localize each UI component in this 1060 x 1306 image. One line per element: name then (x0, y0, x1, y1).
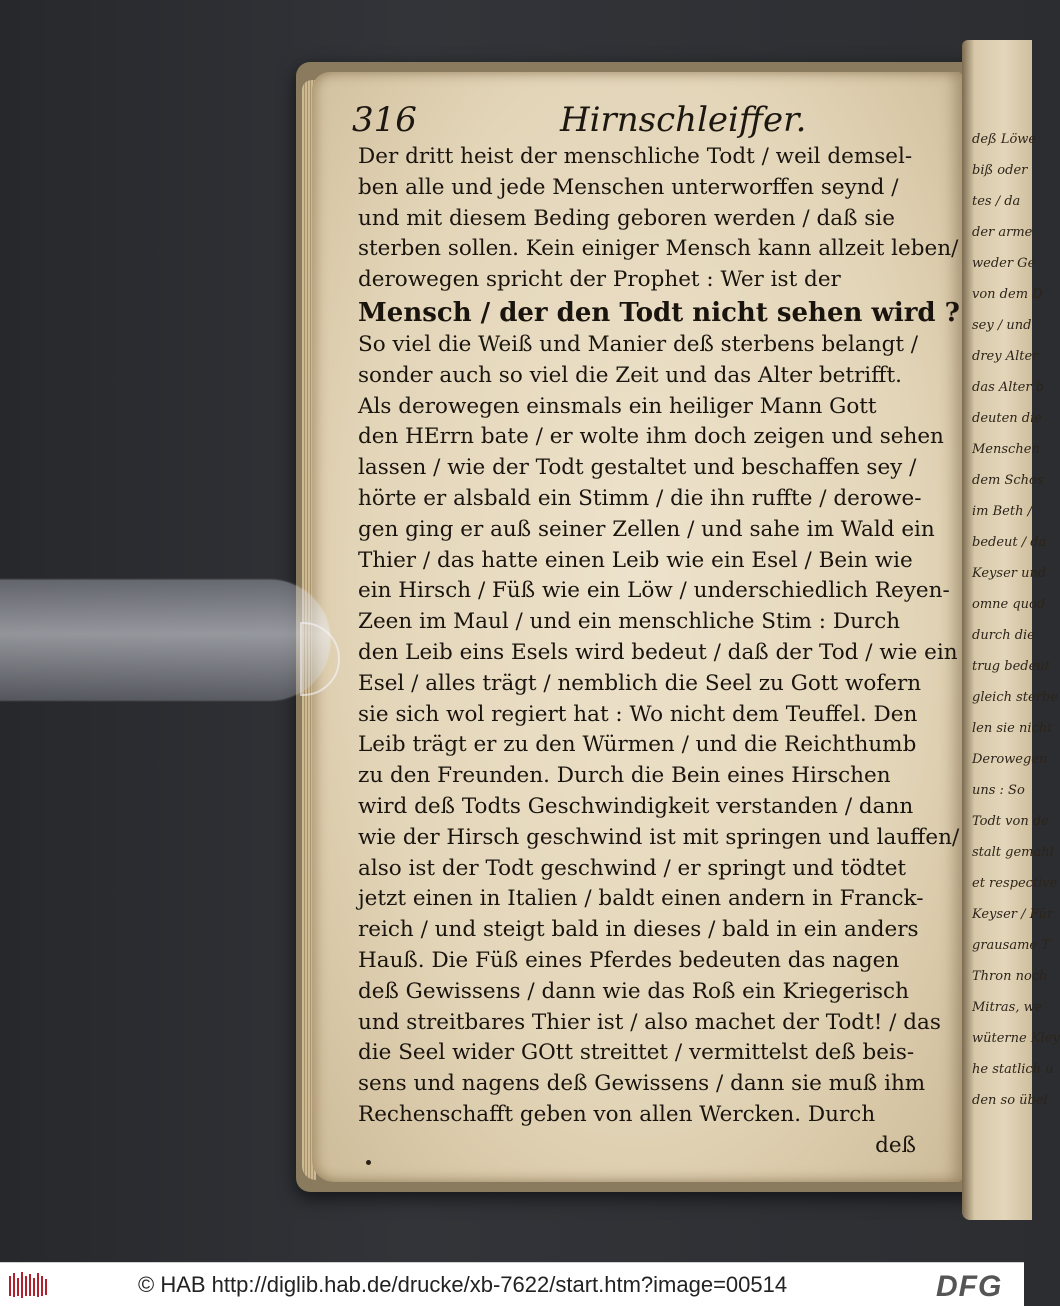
running-title: Hirnschleiffer. (560, 100, 807, 140)
text-line: ben alle und jede Menschen unterworffen seynd / (358, 174, 899, 200)
text-line: lassen / wie der Todt gestaltet und beschaffen sey / (358, 455, 917, 481)
facing-page-line: Mitras, we (972, 1000, 1043, 1015)
text-line: sie sich wol regiert hat : Wo nicht dem Teuffel. Den (358, 701, 918, 727)
facing-page-line: gleich sterbe (972, 690, 1058, 705)
facing-page-line: der arme (972, 225, 1033, 240)
text-line: gen ging er auß seiner Zellen / und sahe im Wald ein (358, 516, 935, 542)
text-line: die Seel wider GOtt streittet / vermittelst deß beis- (358, 1040, 915, 1066)
facing-page-line: wüterne Kley (972, 1031, 1060, 1046)
text-line: und mit diesem Beding geboren werden / daß sie (358, 205, 895, 231)
copyright-url[interactable]: © HAB http://diglib.hab.de/drucke/xb-7622/start.htm?image=00514 (138, 1272, 788, 1297)
facing-page-line: tes / da (972, 194, 1021, 209)
facing-page-line: von dem D (972, 287, 1043, 302)
text-line: Als derowegen einsmals ein heiliger Mann Gott (358, 393, 877, 419)
text-line: hörte er alsbald ein Stimm / die ihn ruffte / derowe- (358, 485, 922, 511)
text-line: Leib trägt er zu den Würmen / und die Reichthumb (358, 732, 917, 758)
text-line: Der dritt heist der menschliche Todt / weil demsel- (358, 144, 913, 169)
facing-page-line: drey Alter (972, 349, 1039, 364)
dfg-logo: DFG (936, 1270, 1003, 1303)
text-line: So viel die Weiß und Manier deß sterbens belangt / (358, 331, 919, 357)
viewer-footer (0, 1262, 1024, 1306)
facing-page-line: he statlich u (972, 1062, 1054, 1077)
facing-page-line: trug bedeut (972, 659, 1050, 674)
facing-page-line: grausame T (972, 938, 1050, 953)
facing-page-line: den so übel (972, 1093, 1048, 1108)
facing-page-line: deß Löwe (972, 132, 1037, 147)
text-line: Rechenschafft geben von allen Wercken. Durch (358, 1101, 876, 1127)
text-line: ein Hirsch / Füß wie ein Löw / underschiedlich Reyen- (358, 578, 950, 604)
facing-page-line: Todt von de (972, 814, 1049, 829)
text-line: wird deß Todts Geschwindigkeit verstanden / dann (358, 793, 914, 819)
facing-page-line: durch die (972, 628, 1035, 643)
text-line: also ist der Todt geschwind / er springt und tödtet (358, 855, 907, 881)
facing-page-line: Menschen (972, 442, 1040, 457)
facing-page-line: Keyser / Für (972, 907, 1054, 922)
text-line: Esel / alles trägt / nemblich die Seel zu Gott wofern (358, 670, 922, 696)
page-holder-clip (0, 580, 330, 700)
text-line: Hauß. Die Füß eines Pferdes bedeuten das nagen (358, 947, 900, 973)
facing-page-line: Derowegen (972, 752, 1048, 767)
facing-page-line: dem Schos (972, 473, 1044, 488)
page-header (352, 100, 932, 144)
catchword: deß (875, 1132, 916, 1158)
page-mark (366, 1160, 371, 1165)
text-line: deß Gewissens / dann wie das Roß ein Kriegerisch (358, 978, 909, 1004)
text-line: Thier / das hatte einen Leib wie ein Esel / Bein wie (358, 547, 913, 573)
facing-page-line: len sie nicht (972, 721, 1053, 736)
text-line: den Leib eins Esels wird bedeut / daß der Tod / wie ein (358, 639, 958, 665)
text-line: Mensch / der den Todt nicht sehen wird ? (358, 297, 960, 328)
page-number: 316 (352, 100, 417, 140)
text-line: sonder auch so viel die Zeit und das Alter betrifft. (358, 362, 902, 388)
text-line: sens und nagens deß Gewissens / dann sie muß ihm (358, 1071, 926, 1097)
text-line: wie der Hirsch geschwind ist mit springen und lauffen/ (358, 824, 960, 850)
facing-page-line: bedeut / da (972, 535, 1047, 550)
facing-page-line: im Beth / (972, 504, 1032, 519)
facing-page-line: weder Ge (972, 256, 1036, 271)
hab-logo-icon (8, 1270, 48, 1300)
facing-page-line: omne quod (972, 597, 1046, 612)
text-line: derowegen spricht der Prophet : Wer ist der (358, 267, 841, 293)
facing-page-fragment (962, 40, 1060, 1220)
page-body-text (358, 142, 960, 1162)
facing-page-line: et respective (972, 876, 1058, 891)
text-line: und streitbares Thier ist / also machet der Todt! / das (358, 1009, 941, 1035)
text-line: sterben sollen. Kein einiger Mensch kann allzeit leben/ (358, 236, 959, 262)
facing-page-line: stalt gemahl (972, 845, 1054, 860)
facing-page-line: Thron noch (972, 969, 1048, 984)
facing-page-line: deuten die (972, 411, 1042, 426)
text-line: zu den Freunden. Durch die Bein eines Hirschen (358, 763, 891, 789)
facing-page-line: biß oder (972, 163, 1028, 178)
text-line: reich / und steigt bald in dieses / bald in ein anders (358, 917, 919, 943)
facing-page-line: das Alter b (972, 380, 1045, 395)
text-line: Zeen im Maul / und ein menschliche Stim : Durch (358, 609, 901, 635)
text-line: den HErrn bate / er wolte ihm doch zeigen und sehen (358, 424, 944, 450)
facing-page-line: sey / und (972, 318, 1032, 333)
text-line: jetzt einen in Italien / baldt einen andern in Franck- (358, 886, 924, 912)
facing-page-line: Keyser und (972, 566, 1047, 581)
facing-page-line: uns : So (972, 783, 1025, 798)
